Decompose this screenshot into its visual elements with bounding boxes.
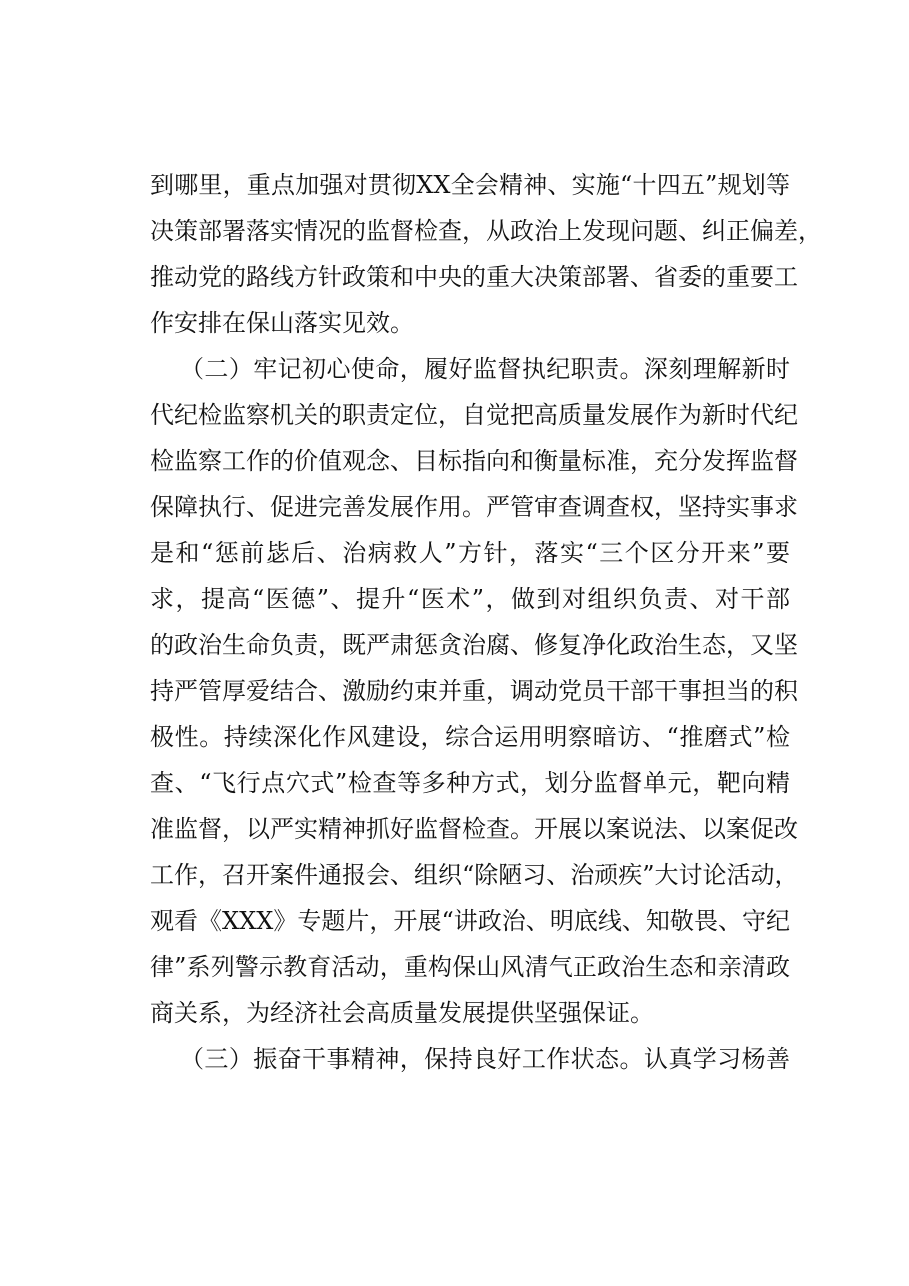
text-line: 准监督，以严实精神抓好监督检查。开展以案说法、以案促改 [150,815,798,843]
text-line: 代纪检监察机关的职责定位，自觉把高质量发展作为新时代纪 [150,401,798,429]
text-line: 到哪里，重点加强对贯彻XX全会精神、实施“十四五”规划等 [150,171,790,199]
text-line: 决策部署落实情况的监督检查，从政治上发现问题、纠正偏差， [150,217,822,245]
text-line: 检监察工作的价值观念、目标指向和衡量标准，充分发挥监督 [150,447,798,475]
text-line: 极性。持续深化作风建设，综合运用明察暗访、“推磨式”检 [150,723,790,751]
text-line: 的政治生命负责，既严肃惩贪治腐、修复净化政治生态，又坚 [150,631,798,659]
text-line: （二）牢记初心使命，履好监督执纪职责。深刻理解新时 [180,355,790,383]
text-line: （三）振奋干事精神，保持良好工作状态。认真学习杨善 [180,1045,790,1073]
text-line: 工作，召开案件通报会、组织“除陋习、治顽疾”大讨论活动， [150,861,799,889]
text-line: 求，提高“医德”、提升“医术”，做到对组织负责、对干部 [150,585,790,613]
text-line: 推动党的路线方针政策和中央的重大决策部署、省委的重要工 [150,263,798,291]
text-line: 保障执行、促进完善发展作用。严管审查调查权，坚持实事求 [150,493,798,521]
text-line: 商关系，为经济社会高质量发展提供坚强保证。 [150,999,654,1027]
text-line: 持严管厚爱结合、激励约束并重，调动党员干部干事担当的积 [150,677,798,705]
text-line: 是和“惩前毖后、治病救人”方针，落实“三个区分开来”要 [150,539,790,567]
text-line: 查、“飞行点穴式”检查等多种方式，划分监督单元，靶向精 [150,769,790,797]
text-line: 作安排在保山落实见效。 [150,309,414,337]
text-line: 律”系列警示教育活动，重构保山风清气正政治生态和亲清政 [150,953,790,981]
text-line: 观看《XXX》专题片，开展“讲政治、明底线、知敬畏、守纪 [150,907,790,935]
